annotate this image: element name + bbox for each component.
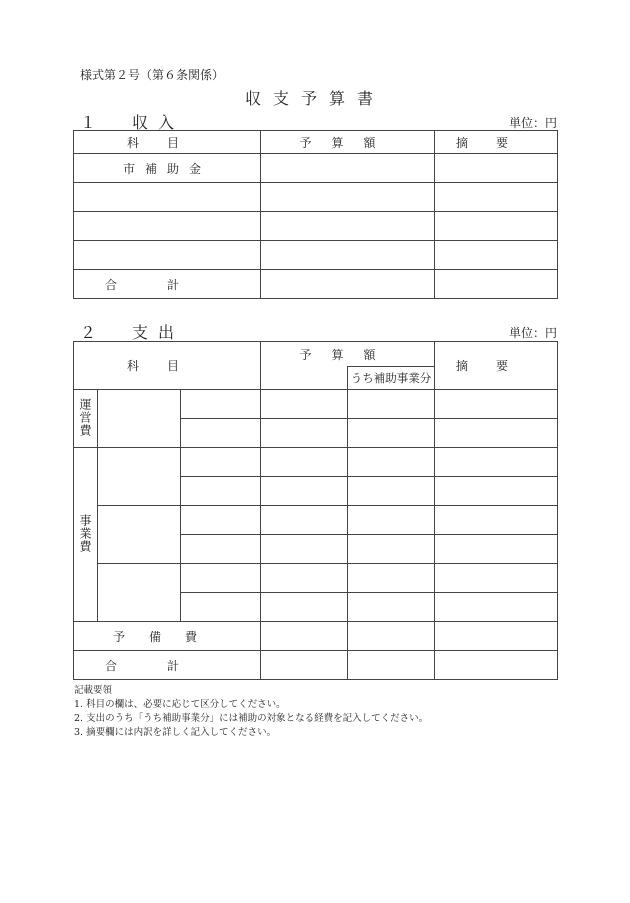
income-row-remarks[interactable] xyxy=(435,212,558,241)
income-row-amount[interactable] xyxy=(261,212,435,241)
expense-remarks-cell[interactable] xyxy=(435,477,558,506)
income-row-item[interactable] xyxy=(74,183,261,212)
expense-heading: ２ 支出 xyxy=(80,323,185,342)
document-title: 収支予算書 xyxy=(244,89,385,108)
expense-group-operating: 運営費 xyxy=(74,390,98,448)
income-row-item[interactable] xyxy=(74,212,261,241)
expense-remarks-cell[interactable] xyxy=(435,506,558,535)
expense-amount-cell[interactable] xyxy=(261,419,348,448)
expense-unit: 単位：円 xyxy=(508,326,557,340)
expense-reserve-label: 予備費 xyxy=(74,622,261,651)
income-row-remarks[interactable] xyxy=(435,154,558,183)
expense-header-subsidy-part: うち補助事業分 xyxy=(348,367,435,390)
expense-subsidy-cell[interactable] xyxy=(348,506,435,535)
expense-amount-cell[interactable] xyxy=(261,535,348,564)
notes xyxy=(74,684,428,740)
expense-reserve-amount[interactable] xyxy=(261,622,348,651)
income-table xyxy=(73,130,558,299)
expense-header-amount: 予算額 xyxy=(261,342,435,367)
expense-subsidy-cell[interactable] xyxy=(348,593,435,622)
income-total-amount[interactable] xyxy=(261,270,435,299)
expense-subitem-cell[interactable] xyxy=(181,448,261,477)
expense-amount-cell[interactable] xyxy=(261,564,348,593)
expense-category-cell[interactable] xyxy=(98,448,181,506)
income-header-remarks: 摘要 xyxy=(435,131,558,154)
expense-subitem-cell[interactable] xyxy=(181,419,261,448)
expense-subitem-cell[interactable] xyxy=(181,535,261,564)
income-row-remarks[interactable] xyxy=(435,183,558,212)
expense-amount-cell[interactable] xyxy=(261,477,348,506)
income-heading: １ 収入 xyxy=(80,113,185,132)
expense-subsidy-cell[interactable] xyxy=(348,564,435,593)
expense-amount-cell[interactable] xyxy=(261,506,348,535)
expense-total-label: 合計 xyxy=(74,651,261,680)
note-item: 3. 摘要欄には内訳を詳しく記入してください。 xyxy=(74,727,277,738)
expense-total-subsidy[interactable] xyxy=(348,651,435,680)
income-row-item: 市補助金 xyxy=(74,154,261,183)
expense-subitem-cell[interactable] xyxy=(181,506,261,535)
income-header-item: 科目 xyxy=(74,131,261,154)
expense-amount-cell[interactable] xyxy=(261,448,348,477)
expense-subitem-cell[interactable] xyxy=(181,593,261,622)
expense-subsidy-cell[interactable] xyxy=(348,535,435,564)
income-row-amount[interactable] xyxy=(261,154,435,183)
expense-category-cell[interactable] xyxy=(98,564,181,622)
expense-remarks-cell[interactable] xyxy=(435,564,558,593)
expense-remarks-cell[interactable] xyxy=(435,419,558,448)
expense-remarks-cell[interactable] xyxy=(435,593,558,622)
expense-table xyxy=(73,341,558,680)
expense-subitem-cell[interactable] xyxy=(181,477,261,506)
income-header-amount: 予算額 xyxy=(261,131,435,154)
expense-category-cell[interactable] xyxy=(98,390,181,448)
expense-subsidy-cell[interactable] xyxy=(348,477,435,506)
expense-subsidy-cell[interactable] xyxy=(348,390,435,419)
expense-subitem-cell[interactable] xyxy=(181,564,261,593)
income-total-label: 合計 xyxy=(74,270,261,299)
income-total-remarks[interactable] xyxy=(435,270,558,299)
expense-subitem-cell[interactable] xyxy=(181,390,261,419)
form-number: 様式第２号（第６条関係） xyxy=(80,68,225,82)
expense-header-item: 科目 xyxy=(74,342,261,390)
expense-category-cell[interactable] xyxy=(98,506,181,564)
income-row-amount[interactable] xyxy=(261,183,435,212)
expense-reserve-remarks[interactable] xyxy=(435,622,558,651)
expense-amount-cell[interactable] xyxy=(261,390,348,419)
income-row-amount[interactable] xyxy=(261,241,435,270)
expense-reserve-subsidy[interactable] xyxy=(348,622,435,651)
expense-remarks-cell[interactable] xyxy=(435,535,558,564)
expense-subsidy-cell[interactable] xyxy=(348,419,435,448)
expense-remarks-cell[interactable] xyxy=(435,390,558,419)
expense-group-project: 事業費 xyxy=(74,448,98,622)
expense-subsidy-cell[interactable] xyxy=(348,448,435,477)
income-row-remarks[interactable] xyxy=(435,241,558,270)
note-item: 2. 支出のうち「うち補助事業分」には補助の対象となる経費を記入してください。 xyxy=(74,713,429,724)
income-row-item[interactable] xyxy=(74,241,261,270)
expense-remarks-cell[interactable] xyxy=(435,448,558,477)
expense-header-remarks: 摘要 xyxy=(435,342,558,390)
expense-amount-cell[interactable] xyxy=(261,593,348,622)
notes-heading: 記載要領 xyxy=(74,685,113,696)
income-unit: 単位：円 xyxy=(508,116,557,130)
expense-total-amount[interactable] xyxy=(261,651,348,680)
note-item: 1. 科目の欄は、必要に応じて区分してください。 xyxy=(74,699,286,710)
expense-header-amount-spacer xyxy=(261,367,348,390)
expense-total-remarks[interactable] xyxy=(435,651,558,680)
